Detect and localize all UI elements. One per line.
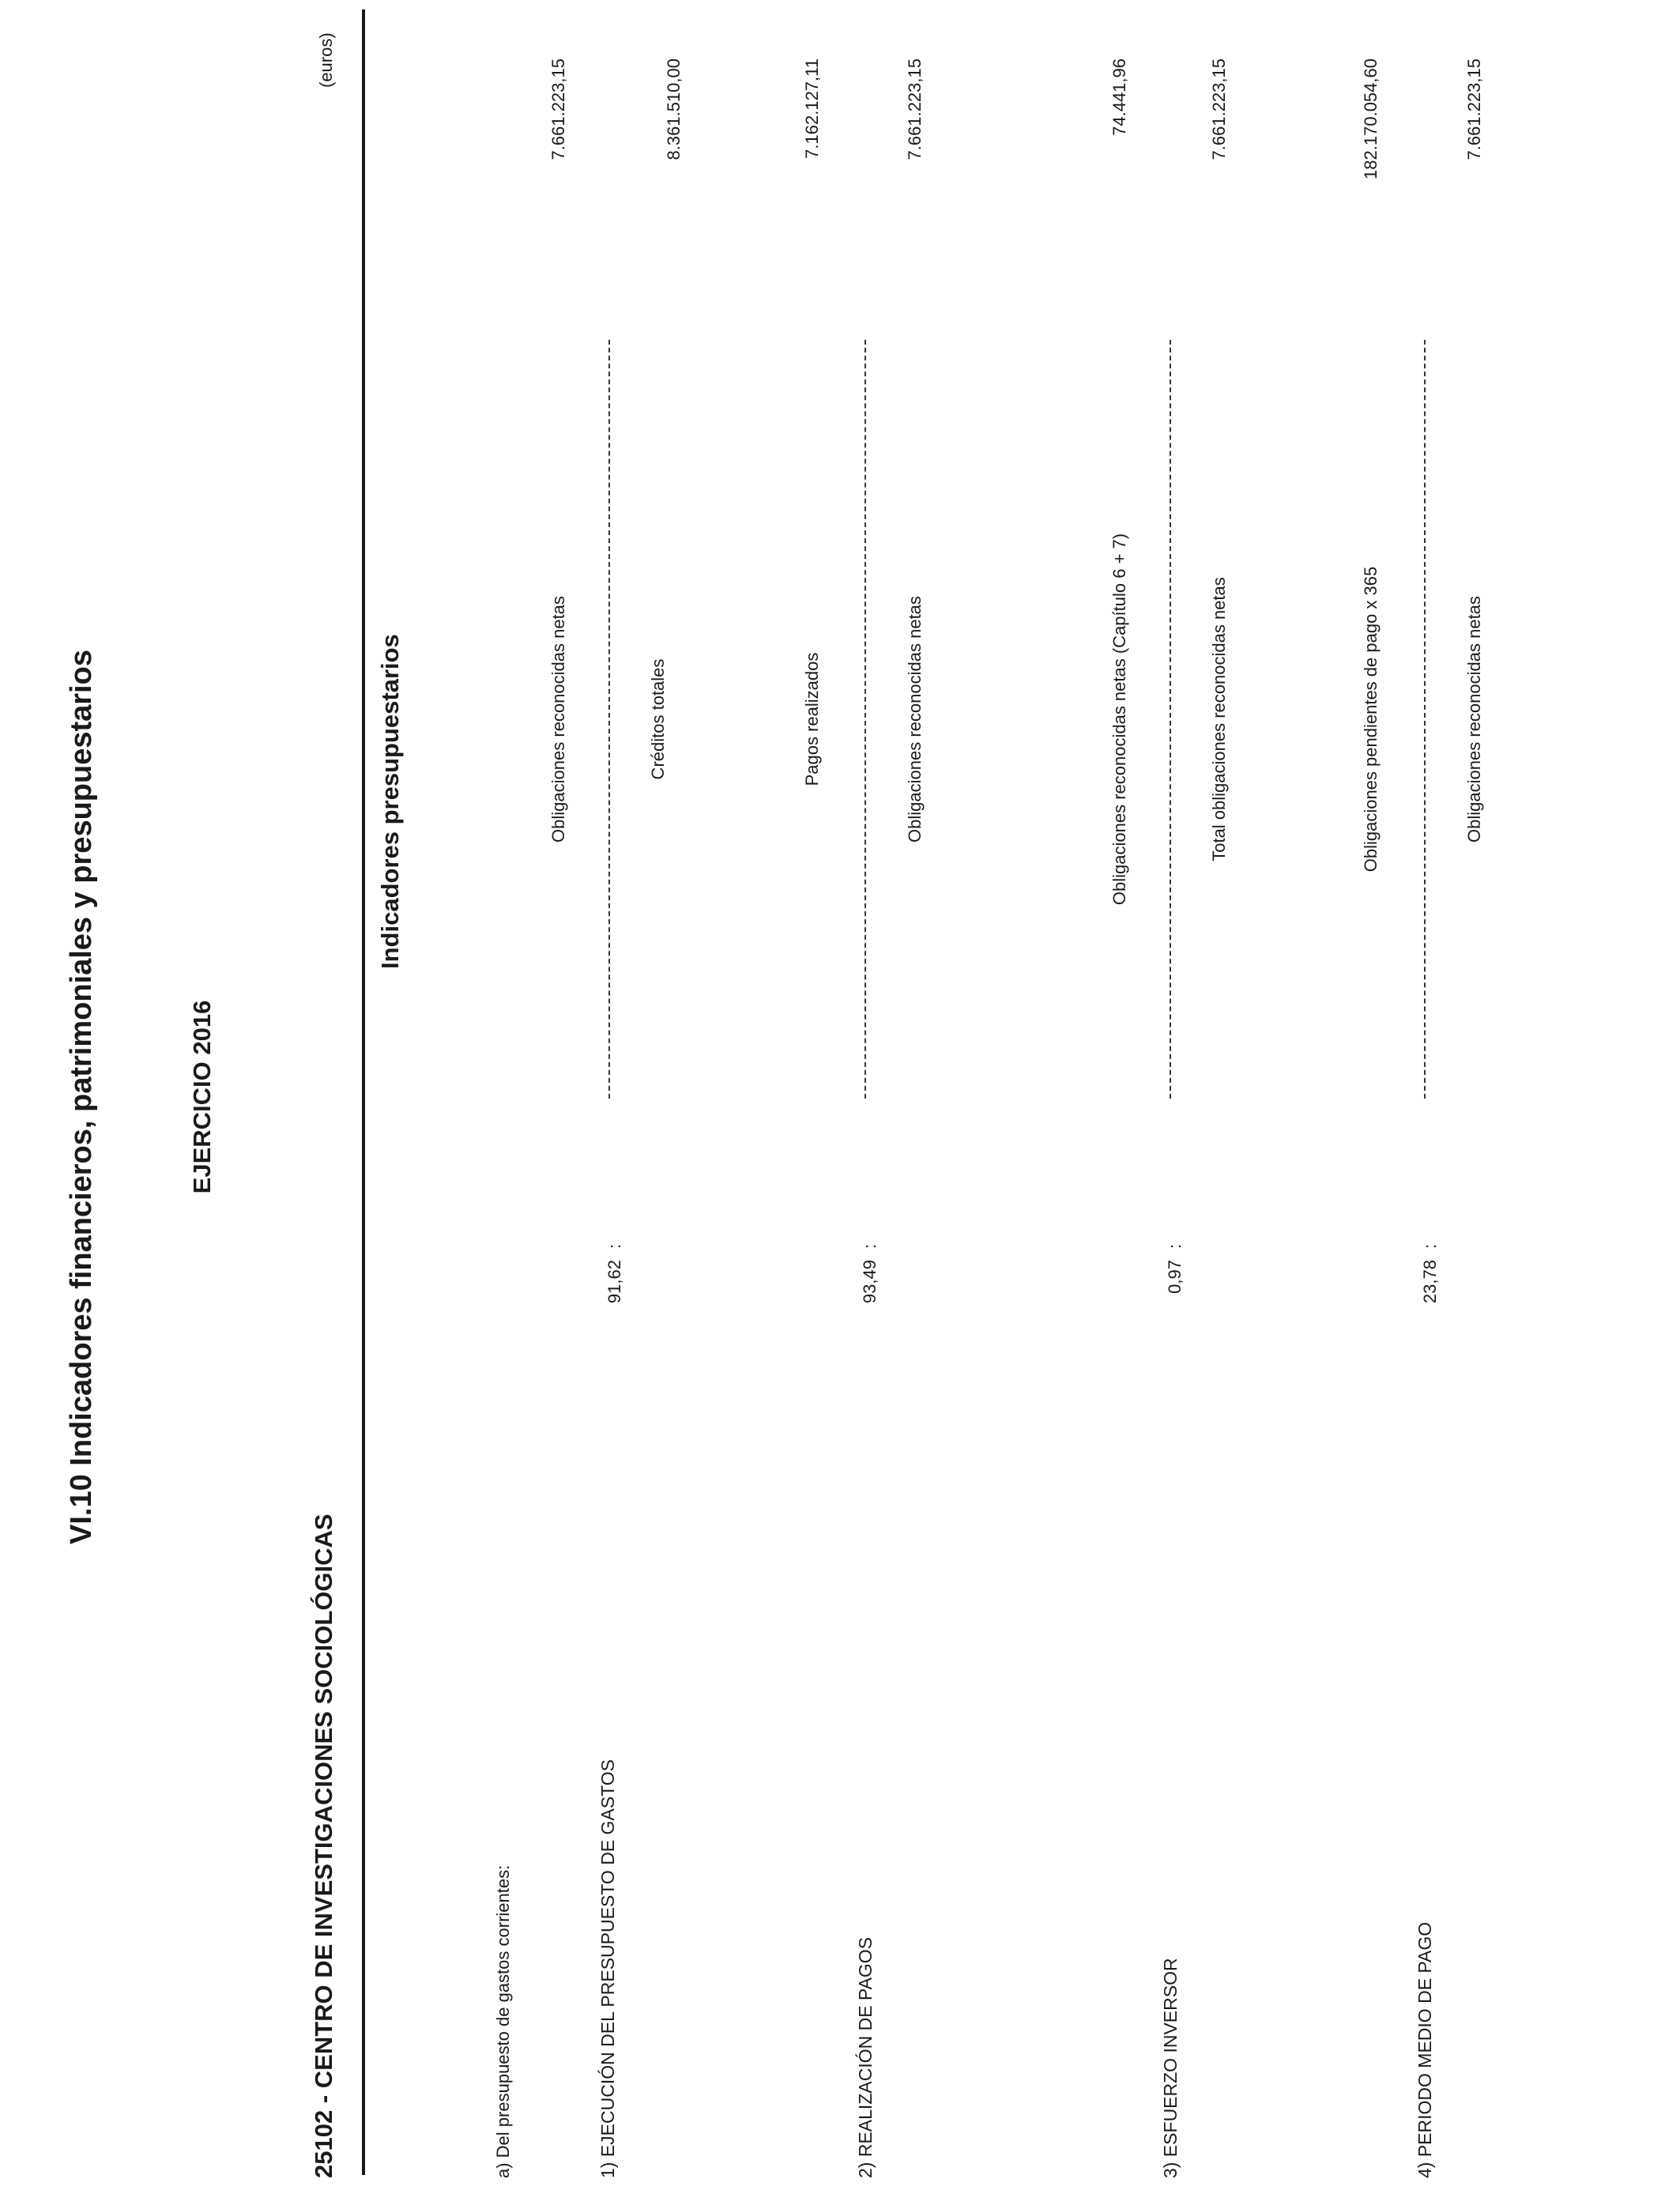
document-title: VI.10 Indicadores financieros, patrimoniales y presupuestarios: [65, 650, 98, 1544]
indicator-value: 0,97: [1165, 1260, 1185, 1294]
entity-title: 25102 - CENTRO DE INVESTIGACIONES SOCIOLÓGICAS: [310, 1514, 337, 2178]
denominator-label: Obligaciones reconocidas netas: [905, 596, 925, 843]
indicator-label: 4) PERIODO MEDIO DE PAGO: [1414, 1921, 1435, 2178]
numerator-label: Pagos realizados: [802, 652, 822, 786]
indicator-label: 2) REALIZACIÓN DE PAGOS: [855, 1936, 876, 2178]
fiscal-year-title: EJERCICIO 2016: [188, 1000, 216, 1194]
indicator-colon: :: [1165, 1243, 1185, 1249]
numerator-amount: 182.170.054,60: [1361, 58, 1381, 179]
denominator-amount: 8.361.510,00: [664, 58, 684, 160]
numerator-amount: 7.661.223,15: [548, 58, 568, 160]
numerator-amount: 7.162.127,11: [802, 58, 822, 159]
indicator-value: 91,62: [605, 1260, 624, 1304]
indicator-value: 93,49: [860, 1260, 880, 1304]
denominator-label: Total obligaciones reconocidas netas: [1209, 577, 1229, 861]
denominator-amount: 7.661.223,15: [905, 58, 925, 160]
numerator-label: Obligaciones reconocidas netas (Capítulo 6 + 7): [1109, 533, 1129, 906]
subsection-label: a) Del presupuesto de gastos corrientes:: [493, 1864, 513, 2178]
denominator-label: Créditos totales: [648, 658, 668, 780]
indicator-colon: :: [860, 1243, 880, 1249]
indicator-label: 3) ESFUERZO INVERSOR: [1160, 1958, 1181, 2178]
numerator-label: Obligaciones pendientes de pago x 365: [1361, 566, 1381, 873]
fraction-line: [864, 340, 866, 1099]
denominator-label: Obligaciones reconocidas netas: [1464, 596, 1484, 843]
numerator-label: Obligaciones reconocidas netas: [548, 596, 568, 843]
indicator-value: 23,78: [1420, 1260, 1440, 1304]
units-label: (euros): [316, 32, 336, 88]
header-rule: [362, 9, 365, 2175]
section-title: Indicadores presupuestarios: [376, 634, 404, 969]
indicator-colon: :: [605, 1243, 624, 1249]
fraction-line: [608, 340, 610, 1099]
denominator-amount: 7.661.223,15: [1209, 58, 1229, 160]
fraction-line: [1170, 340, 1171, 1099]
indicator-label: 1) EJECUCIÓN DEL PRESUPUESTO DE GASTOS: [597, 1759, 618, 2178]
denominator-amount: 7.661.223,15: [1464, 58, 1484, 160]
numerator-amount: 74.441,96: [1109, 58, 1129, 136]
fraction-line: [1424, 340, 1426, 1099]
indicator-colon: :: [1420, 1243, 1440, 1249]
